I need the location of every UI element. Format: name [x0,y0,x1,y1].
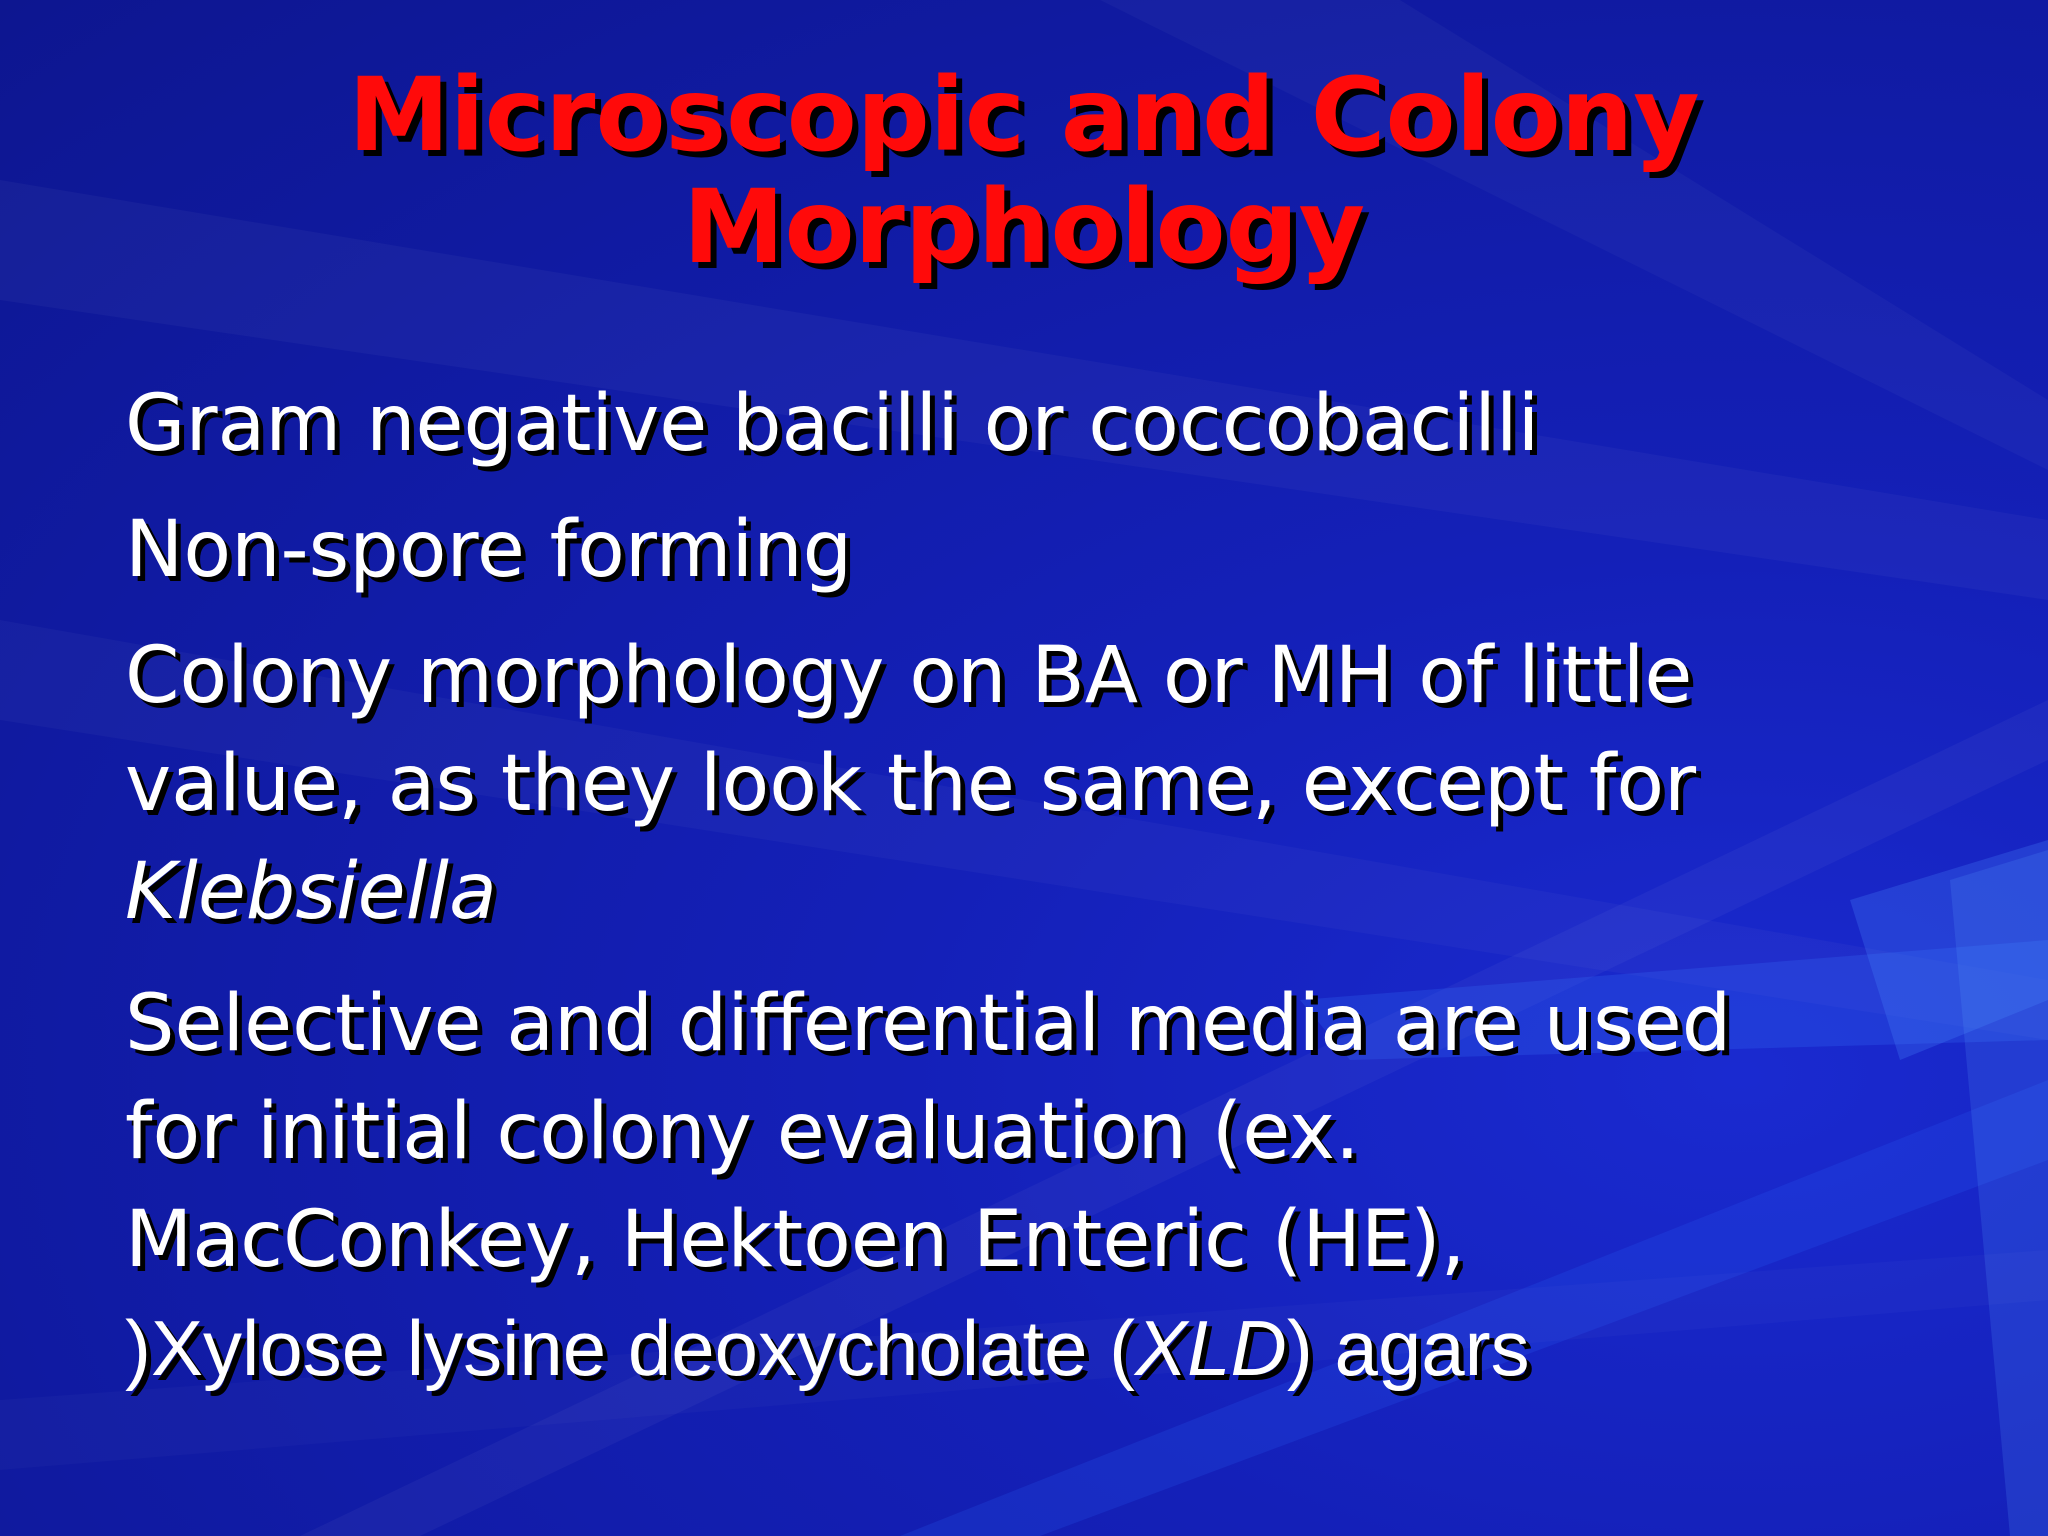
bullet-line: MacConkey, Hektoen Enteric (HE), [125,1195,1466,1285]
bullet-selective-media [125,970,1985,1403]
slide-title [0,56,2048,287]
title-line-1: Microscopic and Colony [348,56,1700,175]
xld-italic-text: XLD [1135,1304,1287,1392]
bullet-colony-morphology [125,622,1985,946]
bullet-line-prefix: )Xylose lysine deoxycholate ( [125,1304,1136,1392]
bullet-line: Colony morphology on BA or MH of little [125,631,1693,721]
klebsiella-italic-text: Klebsiella [125,847,497,937]
bullet-line: for initial colony evaluation (ex. [125,1087,1360,1177]
bullet-text: Gram negative bacilli or coccobacilli [125,379,1540,469]
bullet-line: value, as they look the same, except for [125,739,1697,829]
bullet-non-spore [125,496,1985,604]
bullet-list [125,370,1985,1427]
title-line-2: Morphology [682,168,1366,287]
bullet-line: Selective and differential media are used [125,979,1732,1069]
bullet-line-suffix: ) agars [1286,1304,1530,1392]
bullet-text: Non-spore forming [125,505,853,595]
bullet-gram-negative [125,370,1985,478]
